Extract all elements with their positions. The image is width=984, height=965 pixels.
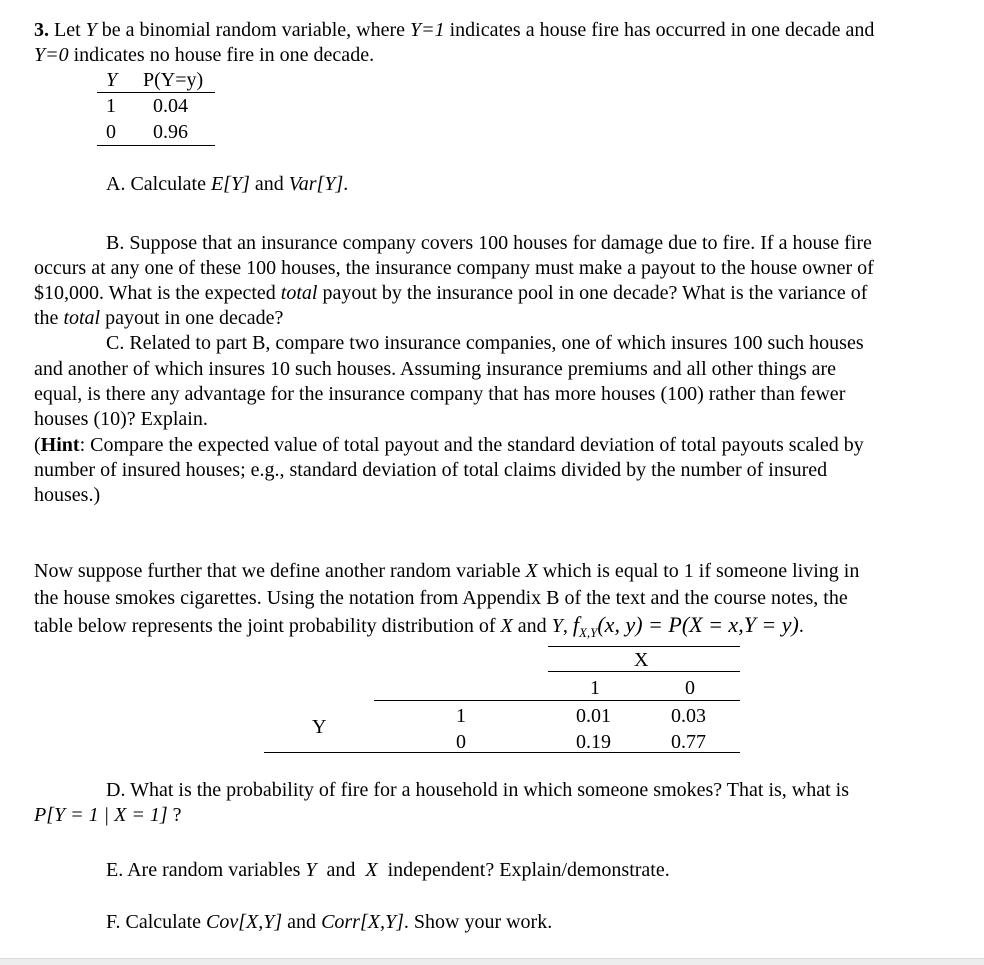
joint-intro-line-2: the house smokes cigarettes. Using the notation from Appendix B of the text and the course notes, the — [34, 587, 848, 609]
hint-line-3: houses.) — [34, 484, 101, 506]
table2-cell-0-1: 0.19 — [576, 731, 611, 753]
table2-header-rule — [374, 700, 740, 701]
part-f: F. Calculate Cov[X,Y] and Corr[X,Y]. Show your work. — [106, 911, 553, 933]
part-c-line-3: equal, is there any advantage for the insurance company that has more houses (100) rather than fewer — [34, 383, 846, 405]
table2-row-0: 0 — [456, 731, 466, 753]
part-a: A. Calculate E[Y] and Var[Y]. — [106, 173, 349, 195]
hint-line-2: number of insured houses; e.g., standard deviation of total claims divided by the number of insured — [34, 459, 828, 481]
table2-x-rule — [548, 671, 740, 672]
table2-cell-0-0: 0.77 — [671, 731, 706, 753]
part-c-line-4: houses (10)? Explain. — [34, 408, 208, 430]
table1-row2-p: 0.96 — [153, 121, 188, 143]
table2-row-1: 1 — [456, 705, 466, 727]
part-d-line-2: P[Y = 1 | X = 1] ? — [34, 804, 182, 826]
part-b-line-3: $10,000. What is the expected total payout by the insurance pool in one decade? What is the variance of — [34, 282, 868, 304]
hint-label: Hint — [40, 434, 80, 456]
joint-intro-line-1: Now suppose further that we define another random variable X which is equal to 1 if someone living in — [34, 560, 860, 582]
question-3-line-2: Y=0 indicates no house fire in one decade. — [34, 44, 375, 66]
table2-cell-1-1: 0.01 — [576, 705, 611, 727]
table2-bottom-rule — [264, 752, 740, 753]
part-b-line-1: B. Suppose that an insurance company covers 100 houses for damage due to fire. If a house fire — [106, 232, 872, 254]
table1-header-rule — [97, 92, 215, 93]
part-b-line-4: the total payout in one decade? — [34, 307, 284, 329]
table2-x-label: X — [634, 649, 649, 671]
table2-y-label: Y — [312, 716, 327, 738]
table2-top-rule — [548, 646, 740, 647]
part-c-line-2: and another of which insures 10 such houses. Assuming insurance premiums and all other things are — [34, 358, 837, 380]
part-c-line-1: C. Related to part B, compare two insurance companies, one of which insures 100 such houses — [106, 332, 864, 354]
table1-row2-y: 0 — [106, 121, 116, 143]
table1-bottom-rule — [97, 145, 215, 146]
joint-intro-line-3: table below represents the joint probability distribution of X and Y, $f_{X,Y}(x$, y) = P(X = x,Y = y). — [34, 612, 804, 640]
table1-row1-p: 0.04 — [153, 95, 188, 117]
table1-row1-y: 1 — [106, 95, 116, 117]
table2-col-1: 1 — [590, 677, 600, 699]
table1-header-y: Y — [106, 69, 118, 91]
question-3-line-1: 3. Let Y be a binomial random variable, where Y=1 indicates a house fire has occurred in one decade and — [34, 19, 875, 41]
table2-col-0: 0 — [685, 677, 695, 699]
part-b-line-2: occurs at any one of these 100 houses, the insurance company must make a payout to the house owner of — [34, 257, 874, 279]
table2-cell-1-0: 0.03 — [671, 705, 706, 727]
part-d-line-1: D. What is the probability of fire for a household in which someone smokes? That is, what is — [106, 779, 850, 801]
question-number: 3. — [34, 19, 49, 41]
hint-line-1: (Hint: Compare the expected value of total payout and the standard deviation of total payouts scaled by — [34, 434, 864, 456]
table1-header-p: P(Y=y) — [143, 69, 204, 91]
part-e: E. Are random variables Y and X independent? Explain/demonstrate. — [106, 859, 670, 881]
